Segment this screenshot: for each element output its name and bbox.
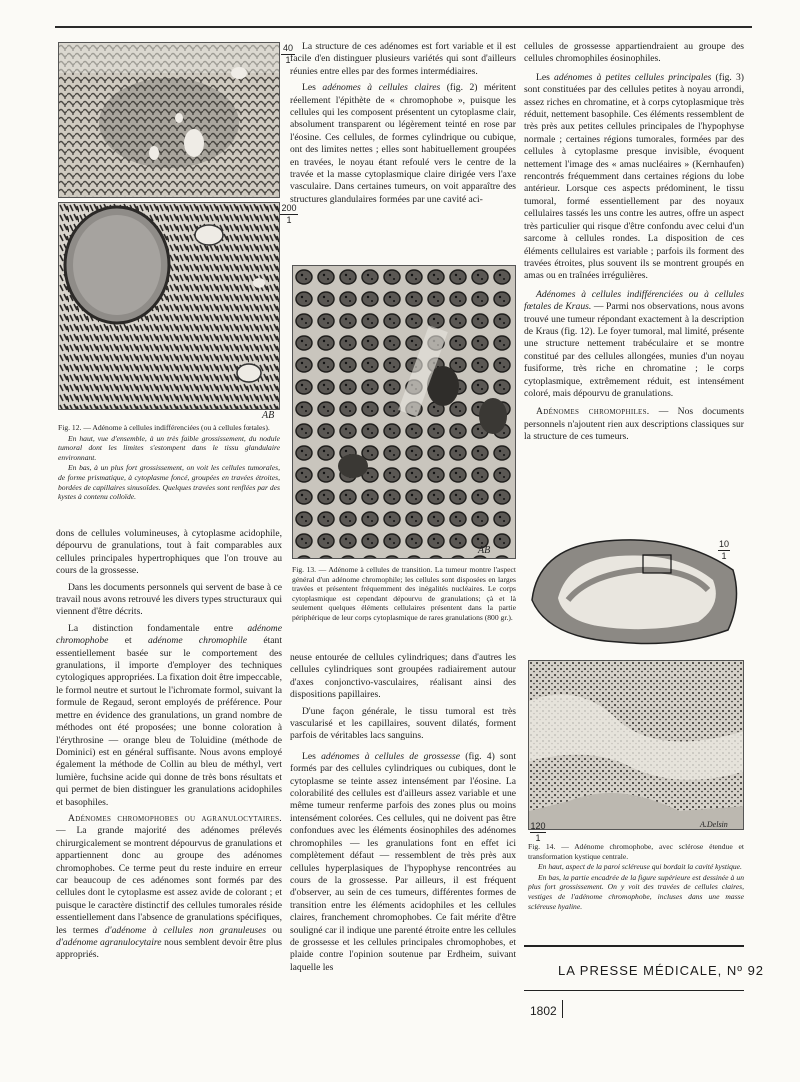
magnification-num: 200 (281, 203, 297, 213)
figure-12-caption (58, 423, 280, 503)
figure-13-signature: AB (478, 545, 491, 556)
paragraph: La structure de ces adénomes est fort variable et il est facile d'en distinguer plusieurs variétés qui sont d'ailleurs réunies entre elles par des formes intermédiaires. (290, 41, 516, 77)
paragraph: Les adénomes à cellules de grossesse (fig. 4) sont formés par des cellules cylindriques ou cubiques, dont le cytoplasme se teinte assez intensément par l'éosine. La colorabilité des cellules est d'ailleurs assez variable et une même tumeur renferme parfois des zones plus ou moins intensément colorées. Ces cellules, qui ne doivent pas être confondues avec les éléments éosinophiles des adénomes chromophiles — les granulations font en effet ici complètement défaut — ressemblent de très près aux cellules hyperplasiques de l'hypophyse rencontrées au cours de la grossesse. Par ailleurs, il est fréquent d'observer, au sein de ces tumeurs, différentes formes de transition entre les éléments acidophiles et les cellules claires, franchement chromophobes. Ce fait mérite d'être souligné car il indique une parenté étroite entre les cellules de grossesse et les cellules principales chromophobes, et plaide contre l'opinion soutenue par Erdheim, suivant laquelle les (290, 750, 516, 973)
figure-12-bottom-micrograph (58, 202, 280, 410)
figure-12-signature: AB (262, 410, 275, 421)
magnification-num: 120 (530, 821, 546, 831)
magnification-den: 1 (286, 215, 292, 225)
section-heading: Adénomes chromophiles. (536, 406, 650, 418)
figure-14-bottom-micrograph (528, 660, 744, 830)
figure-13-micrograph (292, 265, 516, 559)
page-number: 1802 (530, 1004, 557, 1018)
column-3 (524, 41, 744, 448)
figure-14-top-magnification (718, 540, 730, 561)
caption-paragraph: Fig. 13. — Adénome à cellules de transition. La tumeur montre l'aspect général d'un adénome chromophile; les cellules sont disposées en larges travées et présentent fréquemment des inégalités nucléaires. Le corps cytoplasmique est cependant dépourvu de granulations; çà et là seulement quelques éléments cellulaires présentent dans la partie périphérique de leur corps cytoplasmique de rares granulations (800 gr.). (292, 565, 516, 622)
paragraph: La distinction fondamentale entre adénome chromophobe et adénome chromophile étant essentiellement basée sur le comportement des granulations, il importe d'employer des techniques cytologiques appropriées. La fixation doit être impeccable, le formol neutre et surtout le l'ichromate formol, suivant la formule de Regaud, seront employés de préférence. Pour mettre en évidence des granulations, un grand nombre de méthodes ont été proposées; une bonne coloration à l'érythrosine — orange bleu de Toluidine (méthode de Dominici) est en général suffisante. Nous avons employé également la méthode de Collin au bleu de méthyl, vert lumière, fuchsine acide qui donne de très bons résultats et qui permet de bien distinguer les granulations acidophiles et basophiles. (56, 622, 282, 808)
footer-rule-top (524, 945, 744, 947)
caption-title: Fig. 12. — Adénome à cellules indifférenciées (ou à cellules fœtales). (58, 423, 270, 432)
journal-title: LA PRESSE MÉDICALE, Nº 92 (558, 963, 765, 978)
footer-rule-bottom (524, 990, 744, 991)
magnification-num: 40 (282, 43, 293, 53)
column-2-bottom (290, 652, 516, 978)
section-heading: Adénomes chromophobes ou agranulocytaires. (68, 812, 282, 824)
figure-14-caption (528, 842, 744, 912)
magnification-den: 1 (285, 55, 291, 65)
figure-14-bottom-magnification (530, 822, 546, 843)
figure-14-signature: A.Delsin (700, 820, 728, 829)
caption-paragraph: En haut, vue d'ensemble, à un très faible grossissement, du nodule tumoral dont les limites s'estompent dans le tissu glandulaire environnant. (58, 433, 280, 462)
paragraph: Dans les documents personnels qui servent de base à ce travail nous avons retrouvé les divers types structuraux qui viennent d'être décrits. (56, 581, 282, 618)
paragraph: D'une façon générale, le tissu tumoral est très vascularisé et les capillaires, souvent dilatés, forment parfois de véritables lacs sanguins. (290, 705, 516, 742)
top-rule (55, 26, 752, 28)
caption-paragraph: En bas, la partie encadrée de la figure supérieure est dessinée à un plus fort grossissement. On y voit des travées de cellules claires, vestiges de l'adénome chromophobe, incluses dans une masse scléreuse hyaline. (528, 872, 744, 911)
magnification-num: 10 (718, 539, 729, 549)
caption-paragraph: En haut, aspect de la paroi scléreuse qui bordait la cavité kystique. (538, 862, 742, 872)
figure-14-top-micrograph (528, 530, 744, 650)
paragraph: Adénomes chromophobes ou agranulocytaires. — La grande majorité des adénomes prélevés chirurgicalement se montrent dépourvus de granulations et appartiennent donc au groupe des adénomes chromophobes. Ce terme peut du reste induire en erreur car beaucoup de ces adénomes sont formés par des cellules dont le cytoplasme est assez avide de colorant ; et puisque le caractère distinctif des cellules tumorales réside essentiellement dans l'absence de granulations spécifiques, les termes d'adénome à cellules non granuleuses ou d'adénome agranulocytaire nous semblent devoir être plus appropriés. (56, 812, 282, 961)
paragraph: cellules de grossesse appartiendraient au groupe des cellules chromophiles éosinophiles. (524, 41, 744, 65)
footer-separator (562, 1000, 563, 1018)
caption-paragraph: En bas, à un plus fort grossissement, on voit les cellules tumorales, de forme prismatique, à cytoplasme foncé, groupées en travées étroites, bordées de capillaires sinusoïdes. Quelques travées sont renflées par des kystes à contenu colloïde. (58, 463, 280, 502)
paragraph: Les adénomes à petites cellules principales (fig. 3) sont constituées par des cellules petites à noyau arrondi, assez riches en chromatine, et à corps cytoplasmique très réduit, nettement basophile. Ces éléments ressemblent de très près aux petites cellules principales de l'hypophyse normale ; certaines régions tumorales, formées par des cellules à cytoplasme presque invisible, évoquent nettement l'image des « amas nucléaires » (Kernhaufen) rencontrés fréquemment dans certaines régions du lobe antérieur. Lorsque ces aspects prédominent, le tissu tumoral, formé essentiellement par des noyaux cellulaires tassés les uns contre les autres, offre un aspect très particulier qui risque d'être confondu avec celui d'un sarcome à cellules rondes. La disposition de ces éléments cellulaires est variable ; parfois ils forment des travées étroites, plus souvent ils se montrent groupés en amas ou en traînées irrégulières. (524, 71, 744, 282)
paragraph: Les adénomes à cellules claires (fig. 2) méritent réellement l'épithète de « chromophobe », puisque les cellules qui les composent présentent un cytoplasme clair, absolument transparent ou légèrement teinté en rose par l'éosine. Ces cellules, de formes cylindrique ou cubique, ont des limites nettes ; elles sont habituellement groupées en travées, le noyau étant refoulé vers le centre de la travée et la masse cytoplasmique claire dirigée vers l'axe vasculaire. Dans certaines tumeurs, on voit apparaître des structures glandulaires formées par une cavité aci- (290, 82, 516, 205)
figure-13-caption (292, 565, 516, 624)
magnification-den: 1 (535, 833, 541, 843)
paragraph: Adénomes chromophiles. — Nos documents personnels n'ajoutent rien aux descriptions classiques sur la structure de ces tumeurs. (524, 406, 744, 443)
paragraph: Adénomes à cellules indifférenciées ou à cellules fœtales de Kraus. — Parmi nos observations, nous avons trouvé une tumeur répondant exactement à la description de Kraus (fig. 12). Le foyer tumoral, mal limité, présente une structure nettement trabéculaire et se montre constitué par des cellules allongées, munies d'un noyau fusiforme, très riche en chromatine ; le corps cytoplasmique, extrêmement réduit, est intensément coloré, mais dépourvu de granulations. (524, 288, 744, 399)
column-1 (56, 528, 282, 966)
column-2-top (290, 41, 516, 210)
figure-12-top-micrograph (58, 42, 280, 198)
paragraph: dons de cellules volumineuses, à cytoplasme acidophile, dépourvu de granulations, tout à fait comparables aux cellules principales hypertrophiques que l'on trouve au cours de la grossesse. (56, 528, 282, 577)
caption-title: Fig. 14. — Adénome chromophobe, avec sclérose étendue et transformation kystique centrale. (528, 842, 744, 861)
paragraph: neuse entourée de cellules cylindriques; dans d'autres les cellules cylindriques sont groupées radiairement autour d'axes conjonctivo-vasculaires, réalisant ainsi des dispositions papillaires. (290, 652, 516, 701)
magnification-den: 1 (721, 551, 727, 561)
